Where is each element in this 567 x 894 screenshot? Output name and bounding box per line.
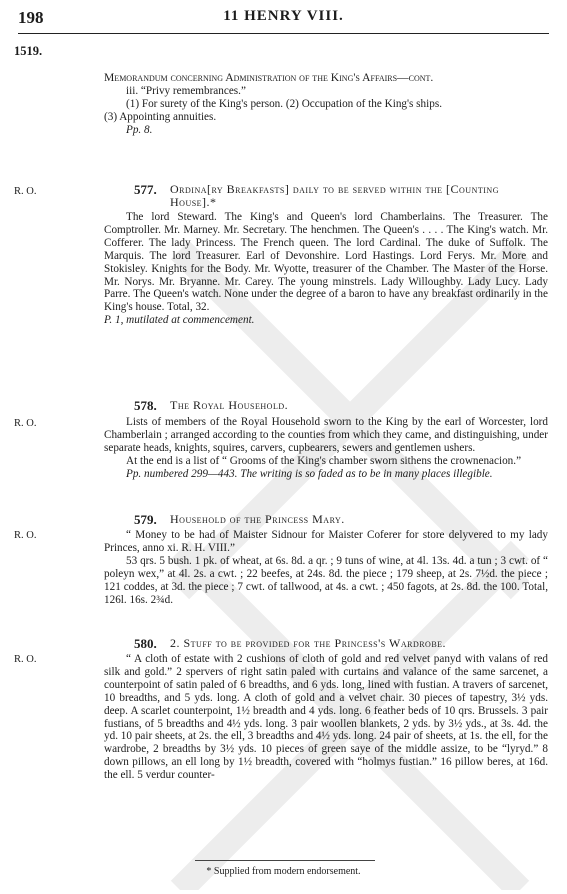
running-head — [18, 8, 549, 30]
entry-note: Pp. numbered 299—443. The writing is so faded as to be in many places illegible. — [126, 467, 493, 480]
footnote-rule — [195, 860, 375, 861]
memo-line: (1) For surety of the King's person. (2) Occupation of the King's ships. — [126, 97, 442, 110]
entry-body — [104, 529, 548, 606]
entry-paragraph: Lists of members of the Royal Household sworn to the King by the earl of Worcester, lord Chamberlain ; arranged according to the counties from which they came, and distinguishing, under separate heads, knights, squires, carvers, cupbearers, sewers and gentlemen ushers. — [104, 416, 548, 454]
page-number: 198 — [18, 8, 44, 27]
entry-number: 578. — [134, 398, 157, 413]
entry-title: Ordina[ry Breakfasts] daily to be served within the [Counting House].* — [170, 182, 499, 209]
record-office-mark: R. O. — [14, 654, 37, 665]
entry-paragraph: “ Money to be had of Maister Sidnour for Maister Coferer for store delyvered to my lady Princes, anno xi. R. H. VIII.” — [104, 529, 548, 554]
memo-line: iii. “Privy remembrances.” — [126, 84, 246, 97]
entry-body — [104, 211, 548, 327]
memo-heading: Memorandum concerning Administration of the King's Affairs—cont. — [104, 71, 434, 84]
memo-note: Pp. 8. — [126, 123, 153, 136]
memo-line: (3) Appointing annuities. — [104, 110, 217, 123]
entry-number: 580. — [134, 636, 157, 651]
entry-body — [104, 653, 548, 782]
entry-title: The Royal Household. — [170, 398, 289, 412]
year-margin: 1519. — [14, 44, 43, 58]
entry-title: Household of the Princess Mary. — [170, 512, 345, 526]
memo-continuation — [104, 72, 548, 137]
running-title: 11 HENRY VIII. — [223, 8, 344, 24]
entry-paragraph: At the end is a list of “ Grooms of the King's chamber sworn sithens the crownenacion.” — [126, 454, 522, 467]
record-office-mark: R. O. — [14, 418, 37, 429]
entry-paragraph: The lord Steward. The King's and Queen's lord Chamberlains. The Treasurer. The Comptroller. Mr. Marney. Mr. Secretary. The henchmen. The Queen's . . . . The King's watch. Mr. Cofferer. The lady Princess. The French queen. The lord Cardinal. The duke of Suffolk. The Marquis. The lord Treasurer. Earl of Devonshire. Lord Hastings. Lord Ferys. Mr. More and Stokisley. Knights for the Body. Mr. Wyotte, treasurer of the Chamber. The Master of the Horse. Mr. Norys. Mr. Bryanne. Mr. Carey. The young minstrels. Lady Willoughby. Lady Lucy. Lady Parre. The Queen's watch. None under the degree of a baron to have any breakfast ordinarily in the King's house. Total, 32. — [104, 211, 548, 314]
entry-note: P. 1, mutilated at commencement. — [104, 314, 255, 327]
entry-title: 2. Stuff to be provided for the Princess's Wardrobe. — [170, 636, 447, 650]
record-office-mark: R. O. — [14, 186, 37, 197]
entry-number: 577. — [134, 182, 157, 197]
entry-paragraph: “ A cloth of estate with 2 cushions of cloth of gold and red velvet panyd with valans of red silk and gold.” 2 spervers of right satin paled with curtains and valance of the same sarcenet, a counterpoint of satin paled of 6 breadths, and 6 yds. long, lined with fustian. A travers of sarcenet, 10 breadths, and 5 yds. long. A cloth of gold and a velvet chair. 30 pieces of tapestry, 3½ yds. deep. A scarlet counterpoint, 1½ breadth and 4 yds. long. 6 feather beds of 10 qrs. Brussels. 3 pair fustians, of 5 breadths and 4½ yds. long. 3 pair woollen blankets, 2 yds. by 3½ yds., at 3s. 4d. the yd. 10 pair sheets, at 2s. the ell, 3 breadths and 4½ yds. long. 24 pair of sheets, at 1s. the ell, for the wardrobe, 2 breadths by 3½ yds. 10 pieces of green saye of the middle assize, to be “lyryd.” 8 down pillows, an ell long by 1½ breadth, covered with “holmys fustian.” 16 pillow beres, at 16d. the ell. 5 verdur counter- — [104, 653, 548, 782]
entry-paragraph: 53 qrs. 5 bush. 1 pk. of wheat, at 6s. 8d. a qr. ; 9 tuns of wine, at 4l. 13s. 4d. a tun ; 3 cwt. of “ poleyn wex,” at 4l. 2s. a cwt. ; 22 beefes, at 24s. 8d. the piece ; 179 sheep, at 2s. 7½d. the piece ; 121 coddes, at 3d. the piece ; 7 cwt. of tallwood, at 4s. a cwt. ; 450 fagots, at 2s. 8d. the 100. Total, 126l. 16s. 2¾d. — [104, 554, 548, 606]
header-rule — [18, 33, 549, 34]
record-office-mark: R. O. — [14, 530, 37, 541]
entry-number: 579. — [134, 512, 157, 527]
footnote: * Supplied from modern endorsement. — [206, 866, 361, 877]
entry-body — [104, 416, 548, 481]
